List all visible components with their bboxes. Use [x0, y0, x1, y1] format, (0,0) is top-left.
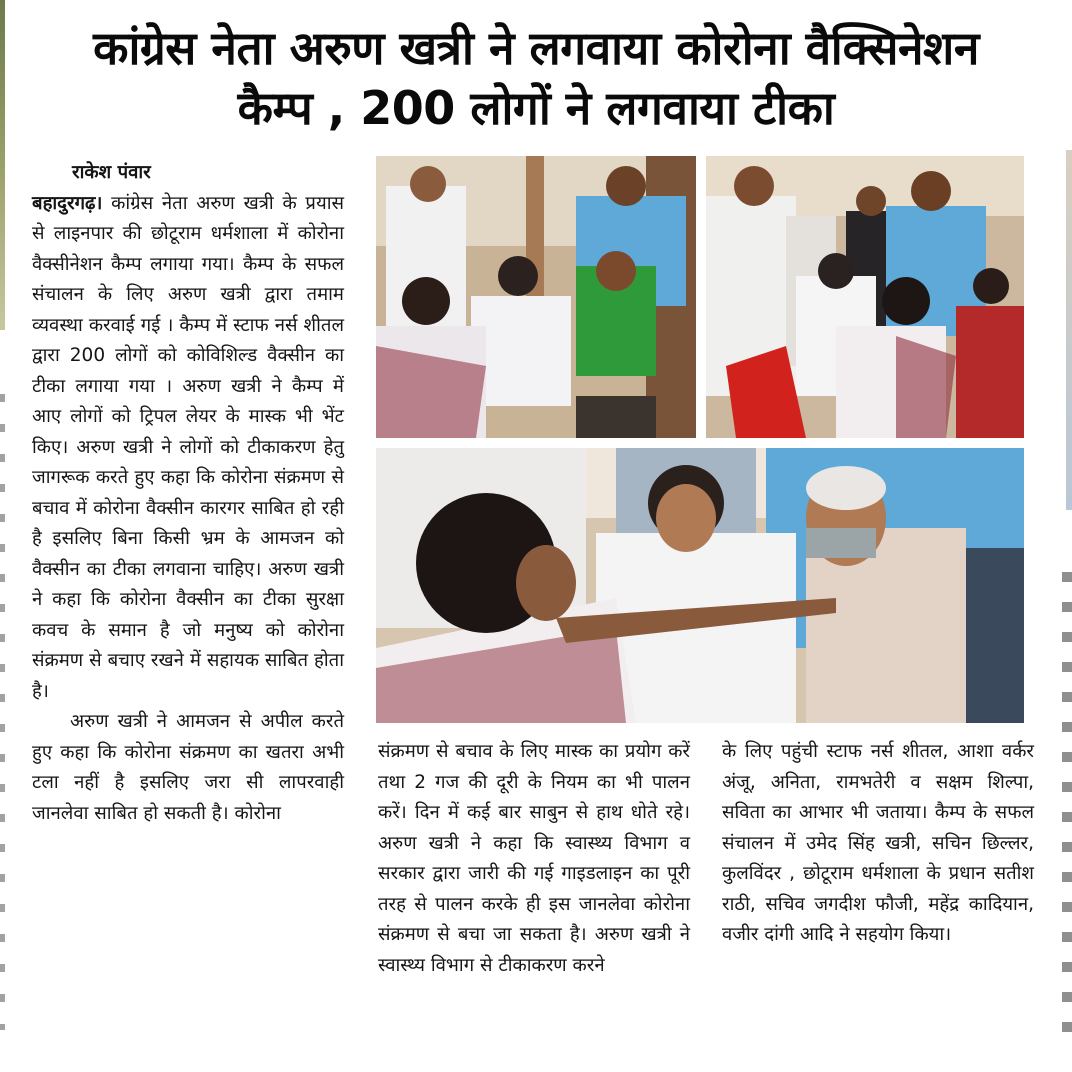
photo-vaccination-green-shirt [376, 156, 696, 438]
article-column-3 [722, 737, 1034, 951]
article-paragraph: संक्रमण से बचाव के लिए मास्क का प्रयोग करें तथा 2 गज की दूरी के नियम का भी पालन करें। दिन में कई बार साबुन से हाथ धोते रहे। अरुण खत्री ने कहा कि स्वास्थ्य विभाग व सरकार द्वारा जारी की गई गाइडलाइन का पूरी तरह से पालन करके ही इस जानलेवा कोरोना संक्रमण से बचा जा सकता है। अरुण खत्री ने स्वास्थ्य विभाग से टीकाकरण करने [378, 741, 690, 976]
byline: राकेश पंवार [72, 162, 151, 183]
photo-vaccination-red-chair [706, 156, 1024, 438]
headline-line-1: कांग्रेस नेता अरुण खत्री ने लगवाया कोरोना वैक्सिनेशन [93, 21, 979, 75]
photo-vaccination-elderly-man [376, 448, 1024, 723]
headline-line-2: कैम्प , 200 लोगों ने लगवाया टीका [237, 81, 835, 135]
adjacent-column-strip [0, 380, 5, 1030]
adjacent-page-strip [0, 0, 5, 330]
dateline: बहादुरगढ़। [32, 192, 103, 214]
adjacent-photo-strip [1066, 150, 1072, 510]
article-column-2 [378, 737, 690, 981]
article-column-1 [32, 158, 344, 829]
article-paragraph: के लिए पहुंची स्टाफ नर्स शीतल, आशा वर्कर अंजू, अनिता, रामभतेरी व सक्षम शिल्पा, सविता का आभार भी जताया। कैम्प के सफल संचालन में उमेद सिंह खत्री, सचिन छिल्लर, कुलविंदर , छोटूराम धर्मशाला के प्रधान सतीश राठी, सचिव जगदीश फौजी, महेंद्र कादियान, वजीर दांगी आदि ने सहयोग किया। [722, 741, 1034, 945]
article-paragraph [32, 189, 344, 708]
headline [20, 18, 1052, 138]
article-paragraph-2: अरुण खत्री ने आमजन से अपील करते हुए कहा कि कोरोना संक्रमण का खतरा अभी टला नहीं है इसलिए जरा सी लापरवाही जानलेवा साबित हो सकती है। कोरोना [32, 711, 344, 824]
paragraph-text: कांग्रेस नेता अरुण खत्री के प्रयास से लाइनपार की छोटूराम धर्मशाला में कोरोना वैक्सीनेशन कैम्प लगाया गया। कैम्प के सफल संचालन के लिए अरुण खत्री द्वारा तमाम व्यवस्था करवाई गई । कैम्प में स्टाफ नर्स शीतल द्वारा 200 लोगों को कोविशिल्ड वैक्सीन का टीका लगाया गया । अरुण खत्री ने कैम्प में आए लोगों को ट्रिपल लेयर के मास्क भी भेंट किए। अरुण खत्री ने लोगों को टीकाकरण हेतु जागरूक करते हुए कहा कि कोरोना संक्रमण से बचाव में कोरोना वैक्सीन कारगर साबित हो रही है इसलिए बिना किसी भ्रम के आमजन को वैक्सीन का टीका लगवाना चाहिए। अरुण खत्री ने कहा कि कोरोना वैक्सीन का टीका सुरक्षा कवच के समान है जो मनुष्य को कोरोना संक्रमण से बचाए रखने में सहायक साबित होता है। [32, 192, 344, 702]
adjacent-column-strip-right [1062, 560, 1072, 1040]
